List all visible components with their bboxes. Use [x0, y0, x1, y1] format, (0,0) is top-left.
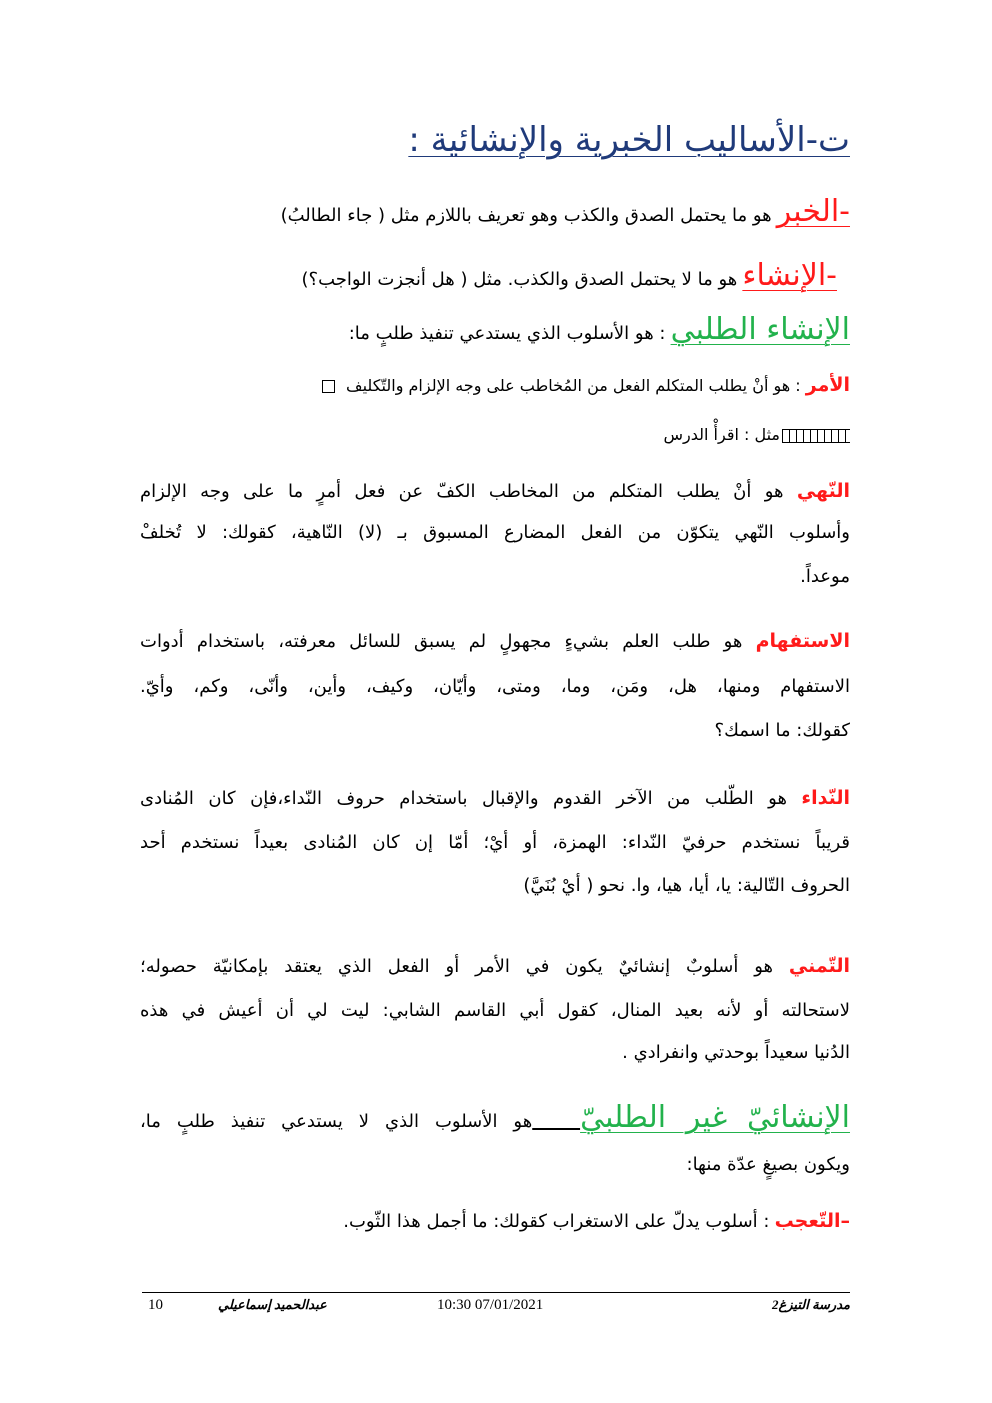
nida-line-2: قريباً نستخدم حرفيّ النّداء: الهمزة، أو أيْ؛ أمّا إن كان المُنادى بعيداً نستخدم أحد: [140, 832, 850, 853]
footer-datetime: 10:30 07/01/2021: [437, 1297, 544, 1313]
istifham-line-3: كقولك: ما اسمك؟: [714, 720, 850, 741]
insha-text: هو ما لا يحتمل الصدق والكذب. مثل ( هل أنجزت الواجب؟): [301, 269, 738, 290]
taajjub-definition: [140, 1210, 850, 1232]
footer-school: مدرسة التيزغ2: [771, 1297, 850, 1312]
nahy-line-3: موعداً.: [800, 566, 850, 587]
nida-line-3: الحروف التّالية: يا، أيا، هيا، وا. نحو ( أيْ بُنَيَّ): [523, 875, 850, 896]
talabi-term: الإنشاء الطلبي: [670, 312, 850, 347]
tamanni-term: التّمني: [788, 955, 850, 977]
tamanni-line-3: الدُنيا سعيداً بوحدتي وانفرادي .: [622, 1042, 850, 1063]
ghayr-talabi-line-1: الإنشائيّ غير الطلبيّ هو الأسلوب الذي لا يستدعي تنفيذ طلبٍ ما،: [140, 1100, 850, 1135]
nahy-line-1: النّهي هو أنْ يطلب المتكلم من المخاطب الكفّ عن فعل أمرٍ ما على وجه الإلزام: [140, 480, 850, 502]
insha-definition: [140, 258, 837, 293]
amr-example: [140, 425, 850, 444]
insha-term: -الإنشاء: [742, 258, 837, 293]
taajjub-term: –التّعجب: [774, 1210, 850, 1232]
talabi-text: : هو الأسلوب الذي يستدعي تنفيذ طلبٍ ما:: [348, 323, 666, 344]
amr-text: : هو أنْ يطلب المتكلم الفعل من المُخاطب على وجه الإلزام والتّكليف: [346, 376, 801, 395]
nida-term: النّداء: [801, 787, 850, 809]
checkbox-glyph-icon: [322, 380, 335, 393]
istifham-line-2: الاستفهام ومنها، هل، ومَن، وما، ومتى، وأيّان، وكيف، وأين، وأنّى، وكم، وأيّ.: [140, 676, 850, 697]
istifham-term: الاستفهام: [755, 630, 850, 652]
footer-author: عبدالحميد إسماعيلي: [218, 1297, 327, 1312]
ghayr-talabi-line-2: ويكون بصيغٍ عدّة منها:: [686, 1154, 850, 1175]
khabar-text: هو ما يحتمل الصدق والكذب وهو تعريف باللازم مثل ( جاء الطالبُ): [280, 205, 772, 226]
page-title: ت-الأساليب الخبرية والإنشائية :: [408, 120, 850, 160]
tamanni-line-2: لاستحالته أو لأنه بعيد المنال، كقول أبي القاسم الشابي: ليت لي أن أعيش في هذه: [140, 1000, 850, 1021]
amr-definition: [140, 374, 850, 396]
ghayr-talabi-term: الإنشائيّ غير الطلبيّ: [580, 1100, 850, 1135]
tamanni-line-1: التّمني هو أسلوبٌ إنشائيٌ يكون في الأمر أو الفعل الذي يعتقد بإمكانيّة حصوله؛: [140, 955, 850, 977]
missing-glyph-boxes-icon: [782, 429, 850, 443]
nida-line-1: النّداء هو الطّلب من الآخر القدوم والإقبال باستخدام حروف النّداء،فإن كان المُنادى: [140, 787, 850, 809]
istifham-line-1: الاستفهام هو طلب العلم بشيءٍ مجهولٍ لم يسبق للسائل معرفته، باستخدام أدوات: [140, 630, 850, 652]
amr-example-text: مثل : اقرأْ الدرس: [663, 425, 780, 444]
khabar-definition: [140, 194, 850, 229]
footer-divider: [142, 1292, 850, 1293]
khabar-term: -الخبر: [776, 194, 850, 229]
footer-page-number: 10: [148, 1297, 163, 1313]
amr-term: الأمر: [805, 374, 850, 396]
talabi-definition: [140, 312, 850, 347]
taajjub-text: : أسلوب يدلّ على الاستغراب كقولك: ما أجمل هذا الثّوب.: [343, 1211, 770, 1232]
nahy-line-2: وأسلوب النّهي يتكوّن من الفعل المضارع المسبوق بـ (لا) النّاهية، كقولك: لا تُخلفْ: [140, 522, 850, 543]
nahy-term: النّهي: [796, 480, 850, 502]
